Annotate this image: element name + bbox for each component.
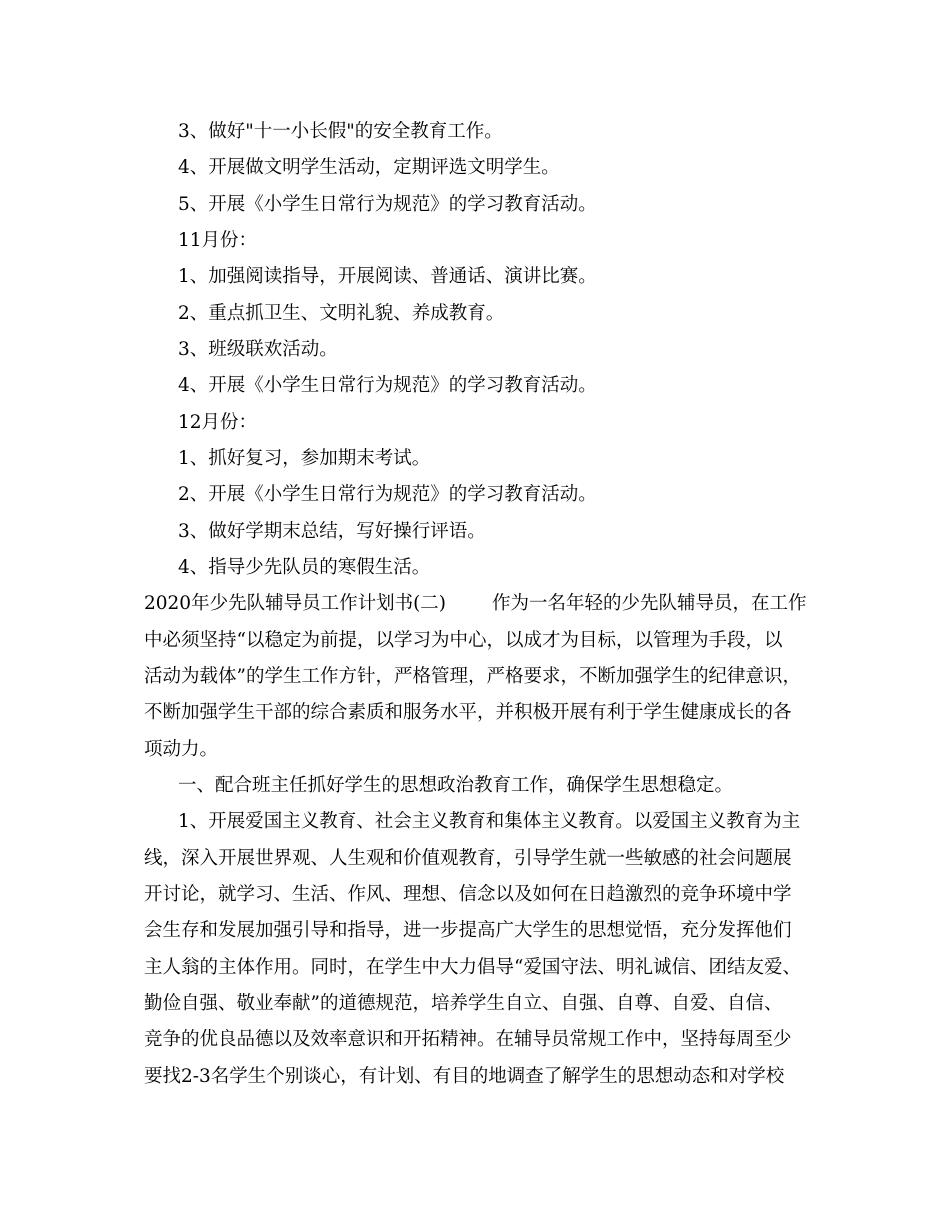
paragraph-line: 线，深入开展世界观、人生观和价值观教育，引导学生就一些敏感的社会问题展 [144, 848, 792, 869]
list-item: 4、开展做文明学生活动，定期评选文明学生。 [178, 157, 560, 178]
paragraph-line: 不断加强学生干部的综合素质和服务水平，并积极开展有利于学生健康成长的各 [144, 702, 792, 723]
list-item: 5、开展《小学生日常行为规范》的学习教育活动。 [178, 194, 597, 215]
month-heading: 12月份： [178, 412, 258, 433]
month-heading: 11月份： [178, 230, 258, 251]
paragraph-line: 要找2-3名学生个别谈心，有计划、有目的地调查了解学生的思想动态和对学校 [144, 1066, 785, 1087]
list-item: 4、开展《小学生日常行为规范》的学习教育活动。 [178, 375, 597, 396]
list-item: 4、指导少先队员的寒假生活。 [178, 557, 431, 578]
list-item: 1、加强阅读指导，开展阅读、普通话、演讲比赛。 [178, 266, 597, 287]
paragraph-line: 竞争的优良品德以及效率意识和开拓精神。在辅导员常规工作中，坚持每周至少 [144, 1029, 792, 1050]
list-item: 1、抓好复习，参加期末考试。 [178, 448, 431, 469]
paragraph-line: 会生存和发展加强引导和指导，进一步提高广大学生的思想觉悟，充分发挥他们 [144, 920, 792, 941]
paragraph-line: 活动为载体”的学生工作方针，严格管理，严格要求，不断加强学生的纪律意识， [144, 666, 801, 687]
intro-first-line [144, 592, 807, 616]
paragraph-line: 中必须坚持“以稳定为前提，以学习为中心，以成才为目标，以管理为手段，以 [144, 630, 783, 651]
paragraph-line: 项动力。 [144, 739, 219, 760]
list-item: 2、重点抓卫生、文明礼貌、养成教育。 [178, 303, 505, 324]
paragraph-line: 开讨论，就学习、生活、作风、理想、信念以及如何在日趋激烈的竞争环境中学 [144, 884, 792, 905]
paragraph-line: 主人翁的主体作用。同时，在学生中大力倡导“爱国守法、明礼诚信、团结友爱、 [144, 957, 801, 978]
paragraph-line: 1、开展爱国主义教育、社会主义教育和集体主义教育。以爱国主义教育为主 [178, 811, 801, 832]
list-item: 2、开展《小学生日常行为规范》的学习教育活动。 [178, 484, 597, 505]
section-heading: 一、配合班主任抓好学生的思想政治教育工作，确保学生思想稳定。 [178, 775, 734, 796]
list-item: 3、做好学期末总结，写好操行评语。 [178, 521, 486, 542]
paragraph-line: 勤俭自强、敬业奉献”的道德规范，培养学生自立、自强、自尊、自爱、自信、 [144, 993, 783, 1014]
intro-text: 作为一名年轻的少先队辅导员，在工作 [492, 593, 807, 614]
list-item: 3、班级联欢活动。 [178, 339, 338, 360]
list-item: 3、做好"十一小长假"的安全教育工作。 [178, 121, 503, 142]
plan-title: 2020年少先队辅导员工作计划书(二) [144, 593, 447, 614]
